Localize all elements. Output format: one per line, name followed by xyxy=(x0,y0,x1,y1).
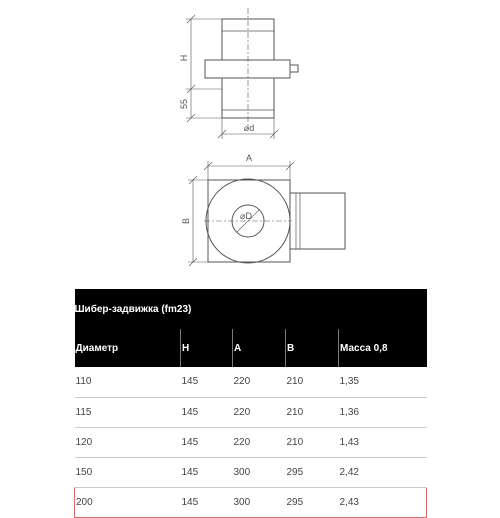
column-header: Масса 0,8 xyxy=(339,329,427,367)
table-cell: 145 xyxy=(181,397,233,427)
column-header: B xyxy=(286,329,339,367)
table-cell: 120 xyxy=(75,427,181,457)
table-row xyxy=(75,457,427,487)
table-cell: 200 xyxy=(75,487,181,517)
spec-table xyxy=(74,289,427,518)
table-title: Шибер-задвижка (fm23) xyxy=(75,289,427,329)
table-cell: 145 xyxy=(181,457,233,487)
damper-handle-top xyxy=(290,193,345,249)
table-cell: 2,42 xyxy=(339,457,427,487)
column-header: H xyxy=(181,329,233,367)
damper-plate xyxy=(205,60,290,78)
table-row xyxy=(75,367,427,397)
top-view xyxy=(188,161,345,266)
table-cell: 150 xyxy=(75,457,181,487)
table-row xyxy=(75,427,427,457)
table-cell: 110 xyxy=(75,367,181,397)
table-header-row xyxy=(75,329,427,367)
table-cell: 220 xyxy=(233,367,286,397)
table-cell: 1,36 xyxy=(339,397,427,427)
dim-label-D: ⌀D xyxy=(240,211,252,221)
table-cell: 2,43 xyxy=(339,487,427,517)
table-cell: 145 xyxy=(181,427,233,457)
table-cell: 145 xyxy=(181,367,233,397)
table-cell: 1,43 xyxy=(339,427,427,457)
table-cell: 210 xyxy=(286,427,339,457)
table-cell: 300 xyxy=(233,487,286,517)
table-cell: 210 xyxy=(286,367,339,397)
table-row xyxy=(75,397,427,427)
dim-label-d: ⌀d xyxy=(243,123,255,133)
column-header: Диаметр xyxy=(75,329,181,367)
damper-handle xyxy=(290,65,298,72)
dim-label-b: B xyxy=(181,217,191,225)
column-header: A xyxy=(233,329,286,367)
table-cell: 300 xyxy=(233,457,286,487)
table-row-highlighted xyxy=(75,487,427,517)
table-cell: 295 xyxy=(286,457,339,487)
table-cell: 145 xyxy=(181,487,233,517)
table-cell: 295 xyxy=(286,487,339,517)
table-cell: 210 xyxy=(286,397,339,427)
table-cell: 115 xyxy=(75,397,181,427)
dim-label-a: A xyxy=(245,153,253,163)
table-cell: 220 xyxy=(233,397,286,427)
dim-label-55: 55 xyxy=(179,98,189,110)
table-cell: 220 xyxy=(233,427,286,457)
dim-label-h: H xyxy=(179,54,189,62)
table-title-row xyxy=(75,289,427,329)
table-cell: 1,35 xyxy=(339,367,427,397)
front-view xyxy=(186,8,298,139)
